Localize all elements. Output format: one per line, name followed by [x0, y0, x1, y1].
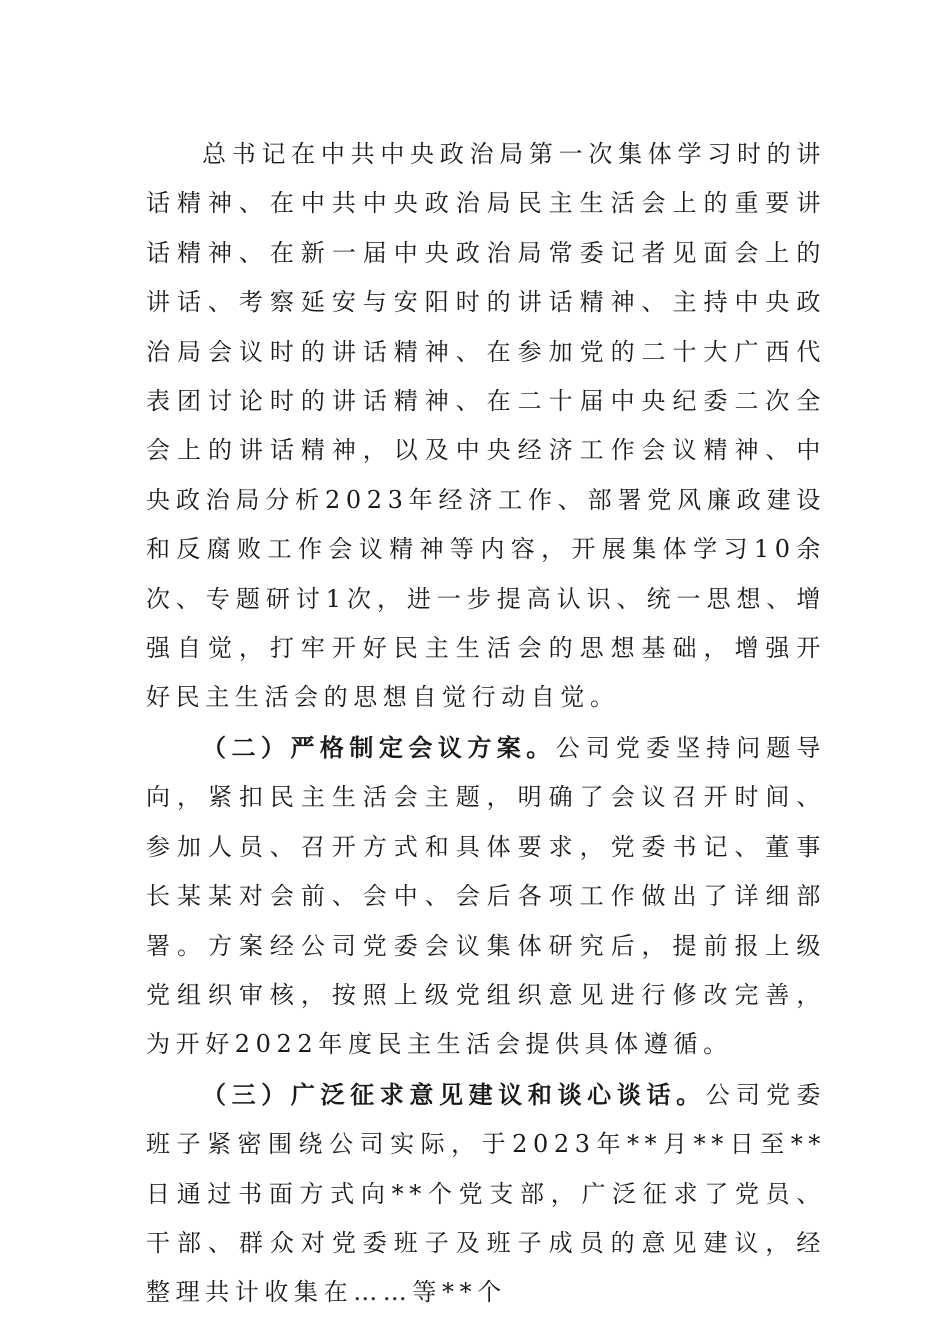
paragraph-text: 总书记在中共中央政治局第一次集体学习时的讲话精神、在中共中央政治局民主生活会上的重要讲话精神、在新一届中央政治局常委记者见面会上的讲话、考察延安与安阳时的讲话精神、主持中央政治局会议时的讲话精神、在参加党的二十大广西代表团讨论时的讲话精神、在二十届中央纪委二次全会上的讲话精神，以及中央经济工作会议精神、中央政治局分析2023年经济工作、部署党风廉政建设和反腐败工作会议精神等内容，开展集体学习10余次、专题研讨1次，进一步提高认识、统一思想、增强自觉，打牢开好民主生活会的思想基础，增强开好民主生活会的思想自觉行动自觉。 [146, 140, 826, 712]
section-heading-meeting-plan: （二）严格制定会议方案。 [202, 732, 556, 762]
paragraph-opinion-solicitation [146, 1070, 826, 1318]
paragraph-text: 公司党委坚持问题导向，紧扣民主生活会主题，明确了会议召开时间、参加人员、召开方式和具体要求，党委书记、董事长某某对会前、会中、会后各项工作做出了详细部署。方案经公司党委会议集体研究后，提前报上级党组织审核，按照上级党组织意见进行修改完善，为开好2022年度民主生活会提供具体遵循。 [146, 733, 827, 1059]
paragraph-text: 公司党委班子紧密围绕公司实际，于2023年**月**日至**日通过书面方式向**个党支部，广泛征求了党员、干部、群众对党委班子及班子成员的意见建议，经整理共计收集在……等**个 [146, 1080, 827, 1307]
paragraph-study-summary [146, 130, 826, 723]
section-heading-opinion-solicitation: （三）广泛征求意见建议和谈心谈话。 [202, 1079, 706, 1109]
document-body [146, 130, 826, 1318]
paragraph-meeting-plan [146, 723, 826, 1070]
